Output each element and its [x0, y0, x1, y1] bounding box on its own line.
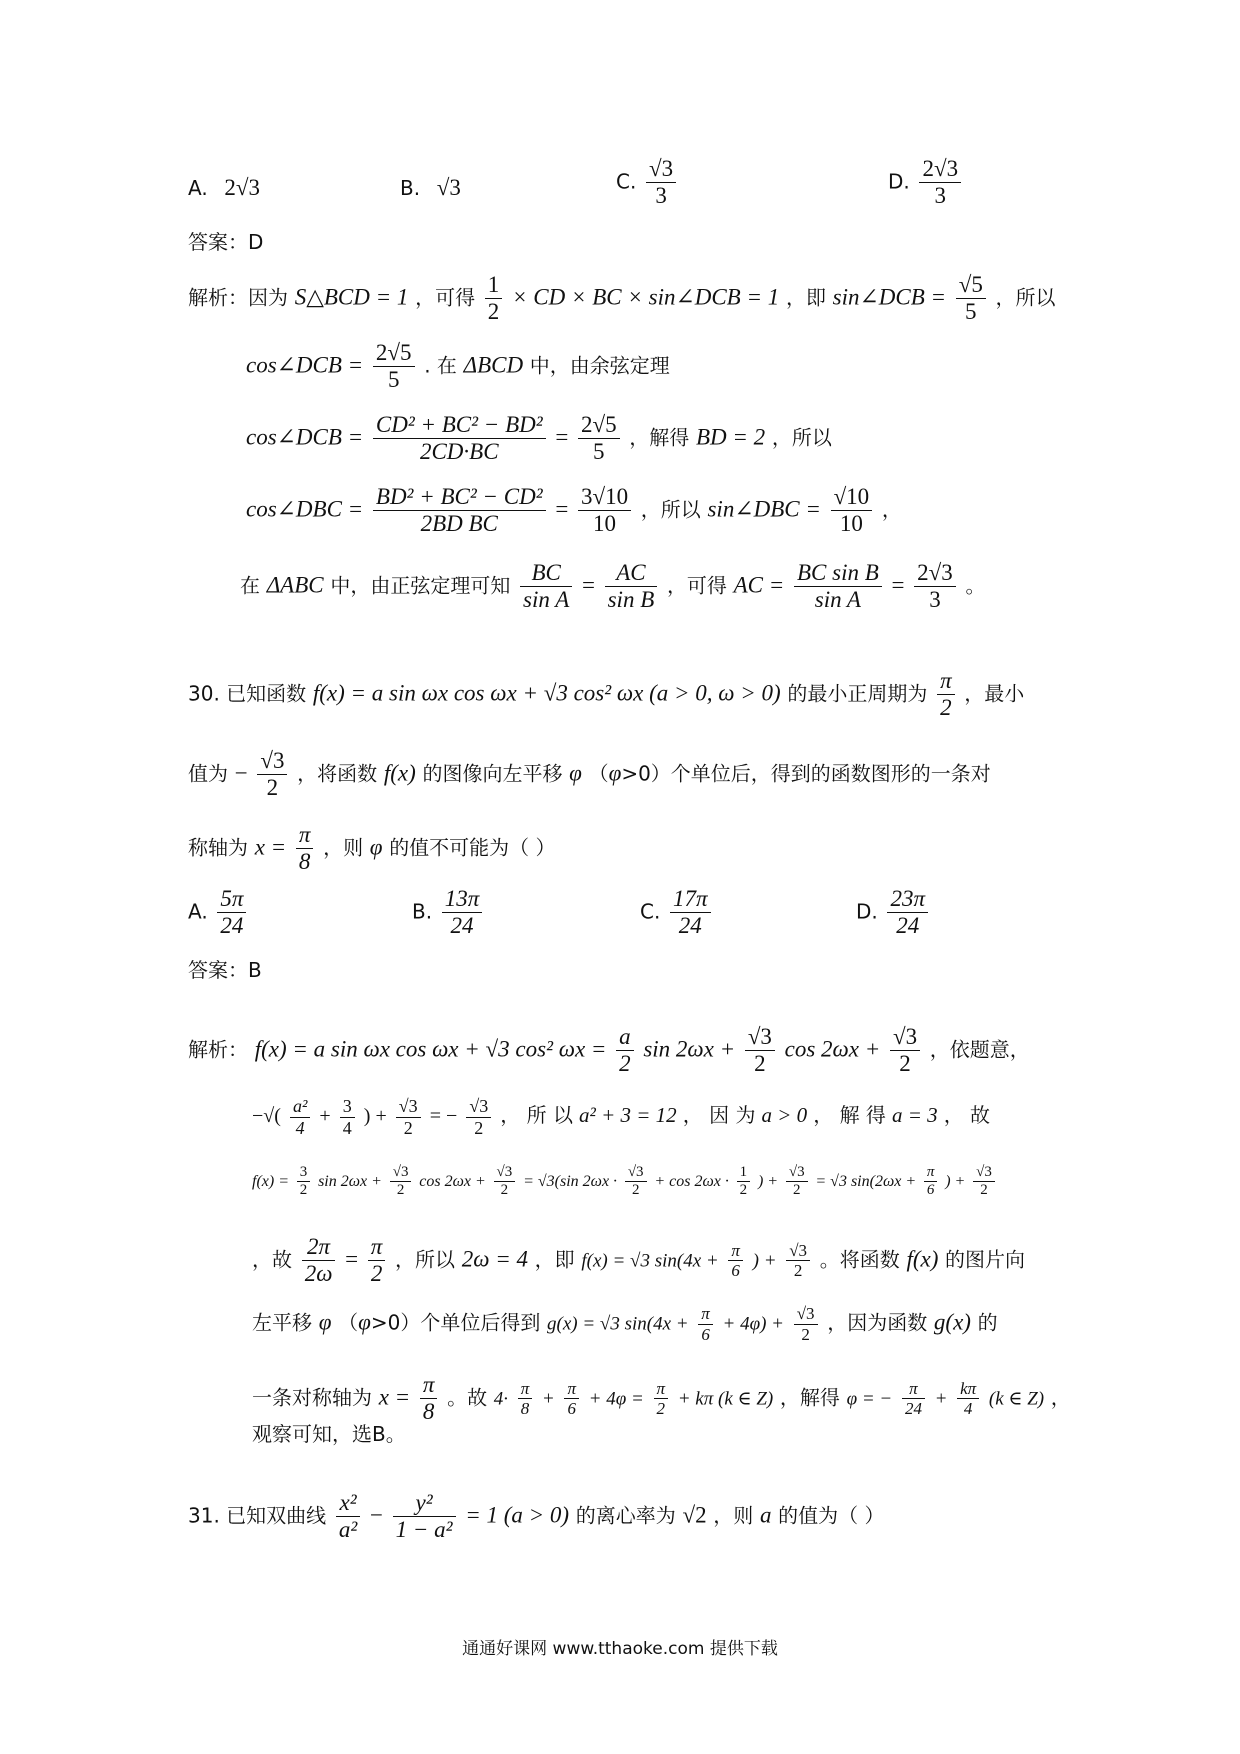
q30-option-a-fraction: $\frac{5\pi}{24}$ [217, 886, 246, 940]
q30-solution-line-7: 观察可知，选B。 [252, 1422, 406, 1446]
q29-option-c-label: C. [616, 169, 637, 194]
q30-option-c-fraction: $\frac{17\pi}{24}$ [670, 886, 711, 940]
q29-option-a [188, 176, 260, 199]
q30-solution-line-5: 左平移 φ （φ>0）个单位后得到 g(x) = √3 sin(4x + $\frac{\pi}{6}$ + 4φ) + $\frac{√3}{2}$ ，因为函数 g(x) 的 [252, 1304, 998, 1344]
q30-option-b: B. $\frac{13\pi}{24}$ [412, 886, 485, 940]
q30-option-a: A. $\frac{5\pi}{24}$ [188, 886, 249, 940]
q29-solution-line-4: cos∠DBC = $\frac{\text{BD² + BC² − CD²}}{\text{2BD BC}}$ = $\frac{3√10}{10}$ ，所以 sin∠DBC = $\frac{√10}{10}$ ， [246, 484, 902, 537]
q29-option-c-fraction: $\frac{√3}{3}$ [646, 156, 676, 210]
q29-solution-line-3: cos∠DCB = $\frac{\text{CD² + BC² − BD²}}{2CD\cdot BC}$ = $\frac{2√5}{5}$ ，解得 BD = 2 ，所以 [246, 412, 832, 465]
q30-solution-line-6: 一条对称轴为 x = $\frac{\pi}{8}$ 。故 4· $\frac{\pi}{8}$ + $\frac{\pi}{6}$ + 4φ = $\frac{\pi}{2}$ + kπ (k ∈ Z) ，解得 φ = − $\frac{\pi}{24}$ + $\frac{k\pi}{4}$ (k ∈ Z) ， [252, 1372, 1071, 1425]
q30-stem-line-3: 称轴为 x = $\frac{\pi}{8}$ ，则 φ 的值不可能为（ ） [188, 822, 556, 875]
q30-solution-line-3: f(x) = $\frac{3}{2}$ sin 2ωx + $\frac{√3}{2}$ cos 2ωx + $\frac{√3}{2}$ = √3(sin 2ωx · $\frac{√3}{2}$ + cos 2ωx · $\frac{1}{2}$ ) + $\frac{√3}{2}$ = √3 sin(2ωx + $\frac{\pi}{6}$ ) + $\frac{√3}{2}$ [252, 1164, 998, 1200]
q30-option-d-fraction: $\frac{23\pi}{24}$ [887, 886, 928, 940]
page-footer: 通通好课网 www.tthaoke.com 提供下载 [462, 1639, 778, 1659]
q30-solution-line-2: −√( $\frac{\text{a²}}{4}$ + $\frac{3}{4}$ ) + $\frac{√3}{2}$ = − $\frac{√3}{2}$ ， 所 以 a² + 3 = 12 ， 因 为 a > 0 ， 解 得 a = 3 ， 故 [252, 1096, 991, 1138]
q30-answer: 答案：B [188, 958, 262, 982]
q29-option-c [616, 156, 679, 210]
q29-option-b-label: B. [400, 176, 421, 200]
q29-option-b [400, 176, 461, 199]
q29-option-b-value: √3 [436, 175, 461, 200]
q29-option-a-label: A. [188, 176, 208, 200]
q30-solution-line-1: 解析： f(x) = a sin ωx cos ωx + √3 cos² ωx = $\frac{a}{2}$ sin 2ωx + $\frac{√3}{2}$ cos 2ωx + $\frac{√3}{2}$ ，依题意， [188, 1024, 1030, 1077]
q30-option-c: C. $\frac{17\pi}{24}$ [640, 886, 714, 940]
q31-stem: 31. 已知双曲线 $\frac{\text{x²}}{\text{a²}}$ − $\frac{\text{y²}}{\text{1 − a²}}$ = 1 (a > 0) 的离心率为 √2 ，则 a 的值为（ ） [188, 1490, 885, 1543]
q30-option-d: D. $\frac{23\pi}{24}$ [856, 886, 931, 940]
q30-option-b-fraction: $\frac{13\pi}{24}$ [442, 886, 483, 940]
q29-answer: 答案：D [188, 230, 264, 254]
q29-solution-line-1: 解析：因为 S△BCD = 1 ，可得 $\frac{1}{2}$ × CD × BC × sin∠DCB = 1 ，即 sin∠DCB = $\frac{√5}{5}$ ，所以 [188, 272, 1056, 325]
q29-option-d-fraction: $\frac{2√3}{3}$ [919, 156, 961, 210]
q29-option-a-value: 2√3 [224, 175, 260, 200]
q29-solution-line-2: cos∠DCB = $\frac{2√5}{5}$ . 在 ΔBCD 中，由余弦定理 [246, 340, 670, 393]
q29-solution-line-5: 在 ΔABC 中，由正弦定理可知 $\frac{BC}{\text{sin A}}$ = $\frac{AC}{\text{sin B}}$ ，可得 AC = $\frac{\text{BC sin B}}{\text{sin A}}$ = $\frac{2√3}{3}$ 。 [240, 560, 986, 613]
q30-stem-line-1: 30. 已知函数 f(x) = a sin ωx cos ωx + √3 cos² ωx (a > 0, ω > 0) 的最小正周期为 $\frac{\pi}{2}$ ，最小 [188, 668, 1025, 721]
q30-stem-line-2: 值为 − $\frac{√3}{2}$ ，将函数 f(x) 的图像向左平移 φ （φ>0）个单位后，得到的函数图形的一条对 [188, 748, 991, 801]
q30-solution-line-4: ，故 $\frac{2\pi}{2\omega}$ = $\frac{\pi}{2}$ ，所以 2ω = 4 ，即 f(x) = √3 sin(4x + $\frac{\pi}{6}$ ) + $\frac{√3}{2}$ 。将函数 f(x) 的图片向 [252, 1234, 1026, 1287]
q29-option-d [888, 156, 964, 210]
q29-option-d-label: D. [888, 169, 910, 194]
